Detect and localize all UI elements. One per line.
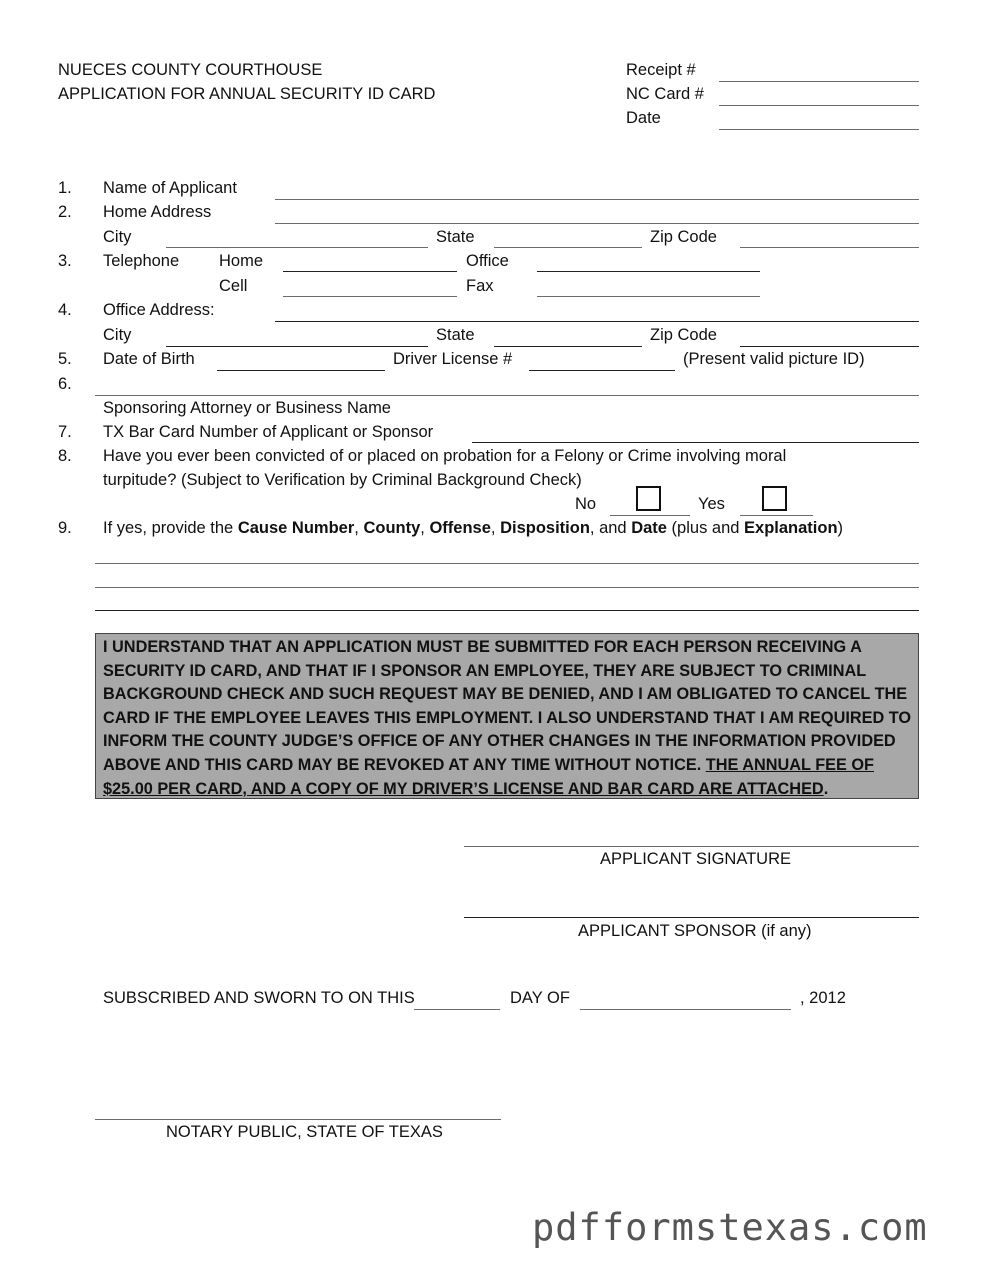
site-watermark: pdfformstexas.com bbox=[532, 1206, 928, 1249]
no-underline bbox=[610, 515, 690, 516]
conviction-question-line1: Have you ever been convicted of or placed on probation for a Felony or Crime involving moral bbox=[103, 447, 787, 465]
item-number-4: 4. bbox=[58, 301, 72, 319]
dob-field[interactable] bbox=[217, 370, 385, 371]
home-address-field[interactable] bbox=[275, 223, 919, 224]
nc-card-label: NC Card # bbox=[626, 85, 704, 103]
nc-card-field[interactable] bbox=[719, 105, 919, 106]
home-zip-label: Zip Code bbox=[650, 228, 717, 246]
sworn-day-field[interactable] bbox=[414, 1009, 500, 1010]
home-phone-field[interactable] bbox=[283, 271, 457, 272]
item-number-3: 3. bbox=[58, 252, 72, 270]
sponsor-signature-line[interactable] bbox=[464, 917, 919, 918]
item-number-5: 5. bbox=[58, 350, 72, 368]
office-address-field[interactable] bbox=[275, 321, 919, 322]
applicant-signature-label: APPLICANT SIGNATURE bbox=[600, 850, 792, 868]
details-line-3[interactable] bbox=[95, 610, 919, 611]
driver-license-field[interactable] bbox=[529, 370, 675, 371]
home-state-field[interactable] bbox=[494, 247, 642, 248]
receipt-field[interactable] bbox=[719, 81, 919, 82]
yes-underline bbox=[740, 515, 813, 516]
item-number-2: 2. bbox=[58, 203, 72, 221]
details-line-1[interactable] bbox=[95, 563, 919, 564]
home-address-label: Home Address bbox=[103, 203, 212, 221]
receipt-label: Receipt # bbox=[626, 61, 696, 79]
office-city-field[interactable] bbox=[166, 346, 428, 347]
home-zip-field[interactable] bbox=[740, 247, 919, 248]
home-phone-label: Home bbox=[219, 252, 264, 270]
yes-label: Yes bbox=[698, 495, 725, 513]
home-state-label: State bbox=[436, 228, 475, 246]
fax-field[interactable] bbox=[537, 296, 760, 297]
applicant-signature-line[interactable] bbox=[464, 846, 919, 847]
form-title: APPLICATION FOR ANNUAL SECURITY ID CARD bbox=[58, 85, 436, 103]
office-address-label: Office Address: bbox=[103, 301, 215, 319]
picture-id-note: (Present valid picture ID) bbox=[683, 350, 865, 368]
bar-card-field[interactable] bbox=[472, 442, 919, 443]
conviction-question-line2: turpitude? (Subject to Verification by Criminal Background Check) bbox=[103, 471, 582, 489]
notary-label: NOTARY PUBLIC, STATE OF TEXAS bbox=[166, 1123, 443, 1141]
sworn-month-field[interactable] bbox=[580, 1009, 791, 1010]
no-label: No bbox=[575, 495, 597, 513]
cell-phone-field[interactable] bbox=[283, 296, 457, 297]
sworn-label: SUBSCRIBED AND SWORN TO ON THIS bbox=[103, 989, 415, 1007]
sponsor-signature-label: APPLICANT SPONSOR (if any) bbox=[578, 922, 812, 940]
office-phone-field[interactable] bbox=[537, 271, 760, 272]
office-zip-field[interactable] bbox=[740, 346, 919, 347]
telephone-label: Telephone bbox=[103, 252, 180, 270]
item-number-6: 6. bbox=[58, 375, 72, 393]
notary-signature-line[interactable] bbox=[95, 1119, 501, 1120]
name-field[interactable] bbox=[275, 199, 919, 200]
details-instruction: If yes, provide the Cause Number, County, Offense, Disposition, and Date (plus and Explanation) bbox=[103, 519, 844, 537]
acknowledgement-notice: I UNDERSTAND THAT AN APPLICATION MUST BE SUBMITTED FOR EACH PERSON RECEIVING A SECURITY ID CARD, AND THAT IF I SPONSOR AN EMPLOYEE, THEY ARE SUBJECT TO CRIMINAL BACKGROUND CHECK AND SUCH REQUEST MAY BE DENIED, AND I AM OBLIGATED TO CANCEL THE CARD IF THE EMPLOYEE LEAVES THIS EMPLOYMENT. I ALSO UNDERSTAND THAT I AM REQUIRED TO INFORM THE COUNTY JUDGE’S OFFICE OF ANY OTHER CHANGES IN THE INFORMATION PROVIDED ABOVE AND THIS CARD MAY BE REVOKED AT ANY TIME WITHOUT NOTICE. THE ANNUAL FEE OF $25.00 PER CARD, AND A COPY OF MY DRIVER’S LICENSE AND BAR CARD ARE ATTACHED. bbox=[95, 633, 919, 799]
office-zip-label: Zip Code bbox=[650, 326, 717, 344]
dob-label: Date of Birth bbox=[103, 350, 195, 368]
item-number-1: 1. bbox=[58, 179, 72, 197]
fax-label: Fax bbox=[466, 277, 494, 295]
sponsor-label: Sponsoring Attorney or Business Name bbox=[103, 399, 391, 417]
home-city-field[interactable] bbox=[166, 247, 428, 248]
driver-license-label: Driver License # bbox=[393, 350, 513, 368]
office-state-label: State bbox=[436, 326, 475, 344]
office-phone-label: Office bbox=[466, 252, 509, 270]
date-field[interactable] bbox=[719, 129, 919, 130]
office-city-label: City bbox=[103, 326, 132, 344]
item-number-9: 9. bbox=[58, 519, 72, 537]
sponsor-field[interactable] bbox=[95, 395, 919, 396]
name-label: Name of Applicant bbox=[103, 179, 237, 197]
bar-card-label: TX Bar Card Number of Applicant or Sponsor bbox=[103, 423, 434, 441]
cell-phone-label: Cell bbox=[219, 277, 248, 295]
home-city-label: City bbox=[103, 228, 132, 246]
no-checkbox[interactable] bbox=[636, 486, 661, 511]
details-line-2[interactable] bbox=[95, 587, 919, 588]
item-number-8: 8. bbox=[58, 447, 72, 465]
yes-checkbox[interactable] bbox=[762, 486, 787, 511]
sworn-year: , 2012 bbox=[800, 989, 846, 1007]
day-of-label: DAY OF bbox=[510, 989, 570, 1007]
office-state-field[interactable] bbox=[494, 346, 642, 347]
date-label: Date bbox=[626, 109, 661, 127]
item-number-7: 7. bbox=[58, 423, 72, 441]
county-title: NUECES COUNTY COURTHOUSE bbox=[58, 61, 323, 79]
